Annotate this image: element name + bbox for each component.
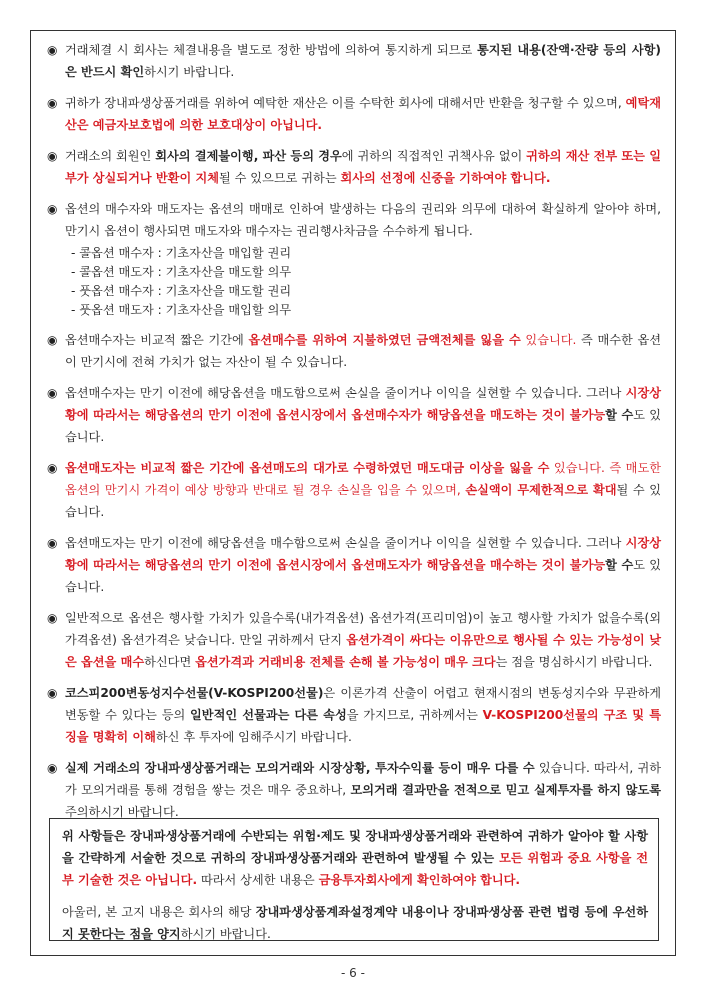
text-segment: 시장상황에 따라서는 해당옵션의 만기 이전에 옵션시장에서 옵션매수자가 해당옵션을 매도하는 것이 불가능 bbox=[65, 386, 661, 422]
bullet-icon: ◉ bbox=[47, 96, 58, 110]
notice-text bbox=[65, 682, 661, 748]
text-segment: 귀하의 재산 전부 또는 일부가 상실되거나 반환이 지체 bbox=[65, 149, 661, 185]
text-segment: 옵션매수자는 비교적 짧은 기간에 bbox=[65, 333, 249, 347]
text-segment: 될 수 있으므로 귀하는 bbox=[219, 171, 341, 185]
notice-item-buyer-close bbox=[47, 382, 661, 448]
text-segment: 있습니다. 즉 매도한 옵션의 만기시 가격이 예상 방향과 반대로 될 경우 손실을 입을 수 있으며, bbox=[65, 461, 661, 497]
text-segment: 있습니다. bbox=[520, 333, 577, 347]
bullet-icon: ◉ bbox=[47, 43, 58, 57]
text-segment: 회사의 결제불이행, 파산 등의 경우 bbox=[155, 149, 342, 163]
text-segment: 도 있습니다. bbox=[65, 408, 662, 444]
notice-text bbox=[65, 198, 661, 242]
text-segment: 할 수 bbox=[605, 558, 634, 572]
text-segment: 통지된 내용(잔액·잔량 등의 사항)은 반드시 확인 bbox=[65, 43, 661, 79]
notice-frame bbox=[30, 30, 676, 956]
text-segment: 모든 위험과 중요 사항을 전부 기술한 것은 아닙니다. bbox=[62, 851, 648, 887]
text-segment: 할 수 bbox=[605, 408, 634, 422]
notice-text bbox=[65, 457, 661, 523]
notice-item-seller-loss bbox=[47, 457, 661, 523]
notice-item-rights-notice bbox=[47, 198, 661, 320]
bullet-icon: ◉ bbox=[47, 333, 58, 347]
text-segment: 은 이론가격 산출이 어렵고 현재시점의 변동성지수와 무관하게 변동할 수 있다는 등의 bbox=[65, 686, 661, 722]
notice-item-deposit-notice bbox=[47, 92, 661, 136]
text-segment: 하신 후 투자에 임해주시기 바랍니다. bbox=[155, 730, 352, 744]
text-segment: 주의하시기 바랍니다. bbox=[65, 805, 179, 819]
text-segment: 따라서 상세한 내용은 bbox=[197, 873, 319, 887]
notice-item-price-notice bbox=[47, 607, 661, 673]
notice-text bbox=[65, 607, 661, 673]
text-segment: 아울러, 본 고지 내용은 회사의 해당 bbox=[62, 905, 256, 919]
notice-item-vkospi-notice bbox=[47, 682, 661, 748]
notice-item-exchange-notice bbox=[47, 145, 661, 189]
text-segment: 하신다면 bbox=[144, 655, 196, 669]
text-segment: 예탁재산은 예금자보호법에 의한 보호대상이 아닙니다. bbox=[65, 96, 661, 132]
text-segment: 을 가지므로, 귀하께서는 bbox=[346, 708, 483, 722]
bullet-icon: ◉ bbox=[47, 686, 58, 700]
rights-list-item: - 콜옵션 매수자 : 기초자산을 매입할 권리 bbox=[71, 246, 292, 260]
text-segment: 하시기 바랍니다. bbox=[144, 65, 235, 79]
bullet-icon: ◉ bbox=[47, 611, 58, 625]
summary-paragraph bbox=[62, 901, 648, 945]
text-segment: 금융투자회사에게 확인하여야 합니다. bbox=[318, 873, 521, 887]
text-segment: 거래체결 시 회사는 체결내용을 별도로 정한 방법에 의하여 통지하게 되므로 bbox=[65, 43, 477, 57]
notice-item-mock-trading-notice bbox=[47, 757, 661, 823]
bullet-icon: ◉ bbox=[47, 202, 58, 216]
summary-box bbox=[49, 818, 659, 941]
text-segment: V-KOSPI200선물의 구조 및 특징을 명확히 이해 bbox=[65, 708, 661, 744]
notice-text bbox=[65, 382, 661, 448]
text-segment: 옵션가격과 거래비용 전체를 손해 볼 가능성이 매우 크다 bbox=[195, 655, 496, 669]
text-segment: 도 있습니다. bbox=[65, 558, 662, 594]
text-segment: 장내파생상품계좌설정계약 내용이나 장내파생상품 관련 법령 등에 우선하지 못한다는 점을 양지 bbox=[62, 905, 648, 941]
rights-list-item: - 풋옵션 매수자 : 기초자산을 매도할 권리 bbox=[71, 284, 292, 298]
text-segment: 위 사항들은 장내파생상품거래에 수반되는 위험·제도 및 장내파생상품거래와 관련하여 귀하가 알아야 할 사항을 간략하게 서술한 것으로 귀하의 장내파생상품거래와 관련하여 발생될 수 있는 bbox=[62, 829, 648, 865]
text-segment: 옵션의 매수자와 매도자는 옵션의 매매로 인하여 발생하는 다음의 권리와 의무에 대하여 확실하게 알아야 하며, 만기시 옵션이 행사되면 매도자와 매수자는 권리행사차금을 수수하게 됩니다. bbox=[65, 202, 661, 238]
text-segment: 실제 거래소의 장내파생상품거래는 모의거래와 시장상황, 투자수익률 등이 매우 다를 수 bbox=[65, 761, 535, 775]
text-segment: 될 수 있습니다. bbox=[65, 483, 661, 519]
text-segment: 는 점을 명심하시기 바랍니다. bbox=[495, 655, 653, 669]
text-segment: 옵션매수자는 만기 이전에 해당옵션을 매도함으로써 손실을 줄이거나 이익을 실현할 수 있습니다. 그러나 bbox=[65, 386, 626, 400]
text-segment: 일반적인 선물과는 다른 속성 bbox=[190, 708, 347, 722]
rights-list-item: - 풋옵션 매도자 : 기초자산을 매입할 의무 bbox=[71, 303, 292, 317]
bullet-icon: ◉ bbox=[47, 386, 58, 400]
text-segment: 에 귀하의 직접적인 귀책사유 없이 bbox=[341, 149, 527, 163]
text-segment: 옵션매도자는 만기 이전에 해당옵션을 매수함으로써 손실을 줄이거나 이익을 실현할 수 있습니다. 그러나 bbox=[65, 536, 626, 550]
text-segment: 회사의 선정에 신중을 기하여야 합니다. bbox=[340, 171, 551, 185]
text-segment: 모의거래 결과만을 전적으로 믿고 실제투자를 하지 않도록 bbox=[350, 783, 661, 797]
notice-text bbox=[65, 532, 661, 598]
bullet-icon: ◉ bbox=[47, 461, 58, 475]
page-number: - 6 - bbox=[341, 966, 365, 980]
text-segment: 옵션가격이 싸다는 이유만으로 행사될 수 있는 가능성이 낮은 옵션을 매수 bbox=[65, 633, 661, 669]
notice-items bbox=[47, 39, 661, 832]
text-segment: 거래소의 회원인 bbox=[65, 149, 156, 163]
bullet-icon: ◉ bbox=[47, 536, 58, 550]
rights-list-item: - 콜옵션 매도자 : 기초자산을 매도할 의무 bbox=[71, 265, 292, 279]
text-segment: 즉 매수한 옵션이 만기시에 전혀 가치가 없는 자산이 될 수 있습니다. bbox=[65, 333, 662, 369]
notice-text bbox=[65, 145, 661, 189]
text-segment: 하시기 바랍니다. bbox=[180, 927, 271, 941]
text-segment: 옵션매도자는 비교적 짧은 기간에 옵션매도의 대가로 수령하였던 매도대금 이상을 잃을 수 bbox=[65, 461, 550, 475]
rights-list bbox=[71, 244, 661, 320]
bullet-icon: ◉ bbox=[47, 761, 58, 775]
bullet-icon: ◉ bbox=[47, 149, 58, 163]
notice-item-buyer-loss bbox=[47, 329, 661, 373]
text-segment: 시장상황에 따라서는 해당옵션의 만기 이전에 옵션시장에서 옵션매도자가 해당옵션을 매수하는 것이 불가능 bbox=[65, 536, 661, 572]
notice-item-seller-close bbox=[47, 532, 661, 598]
notice-text bbox=[65, 39, 661, 83]
text-segment: 옵션매수를 위하여 지불하였던 금액전체를 잃을 수 bbox=[248, 333, 521, 347]
summary-paragraph bbox=[62, 825, 648, 891]
notice-item-trade-notice bbox=[47, 39, 661, 83]
text-segment: 손실액이 무제한적으로 확대 bbox=[465, 483, 617, 497]
notice-text bbox=[65, 92, 661, 136]
text-segment: 일반적으로 옵션은 행사할 가치가 있을수록(내가격옵션) 옵션가격(프리미엄)이 높고 행사할 가치가 없을수록(외가격옵션) 옵션가격은 낮습니다. 만일 귀하께서 단지 bbox=[65, 611, 661, 647]
text-segment: 귀하가 장내파생상품거래를 위하여 예탁한 재산은 이를 수탁한 회사에 대해서만 반환을 청구할 수 있으며, bbox=[65, 96, 626, 110]
notice-text bbox=[65, 757, 661, 823]
text-segment: 있습니다. 따라서, 귀하가 모의거래를 통해 경험을 쌓는 것은 매우 중요하나, bbox=[65, 761, 661, 797]
notice-text bbox=[65, 329, 661, 373]
text-segment: 코스피200변동성지수선물(V-KOSPI200선물) bbox=[65, 686, 324, 700]
